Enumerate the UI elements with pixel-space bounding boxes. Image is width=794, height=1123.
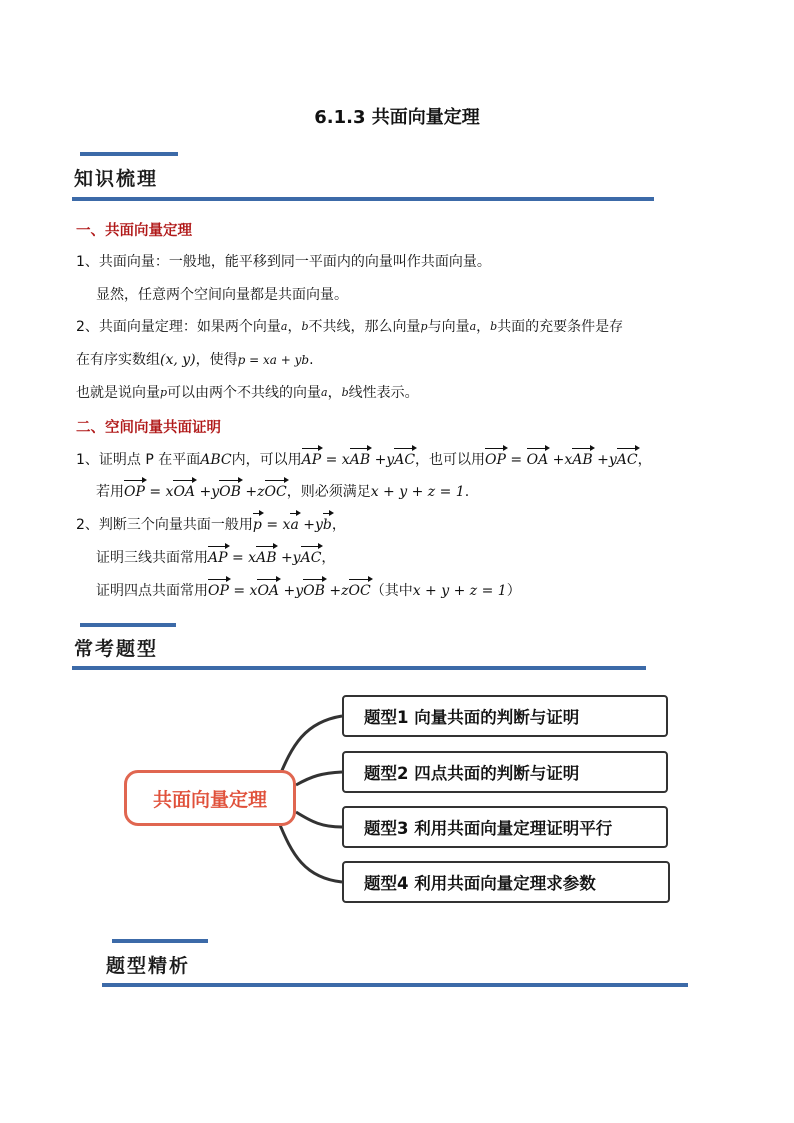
text: ，使得 — [195, 352, 238, 368]
vector-AB: AB — [349, 452, 371, 468]
plus-sign: + — [199, 484, 212, 500]
plus-sign: + — [245, 484, 258, 500]
vector-OA: OA — [173, 484, 196, 500]
math-expression: p = xa + yb — [237, 353, 310, 367]
section-knowledge-title: 知识梳理 — [74, 168, 159, 190]
text: 若用 — [96, 484, 124, 500]
vector-b: b — [322, 517, 332, 533]
vector-OB: OB — [303, 583, 325, 599]
text-line: 1、共面向量：一般地，能平移到同一平面内的向量叫作共面向量。 — [76, 254, 491, 270]
text: ， — [321, 550, 336, 566]
coef-x: x — [564, 452, 573, 468]
eq-sign: = — [510, 452, 523, 468]
coef-y: y — [292, 550, 301, 566]
text: ， — [476, 319, 491, 335]
vector-OC: OC — [264, 484, 287, 500]
plus-sign: + — [597, 452, 609, 468]
text: ， — [287, 319, 302, 335]
plus-sign: + — [329, 583, 342, 599]
vector-OB: OB — [219, 484, 241, 500]
condition: x + y + z = 1 — [370, 484, 465, 500]
coef-x: x — [248, 550, 257, 566]
plus-sign: + — [280, 550, 293, 566]
math-pair: (x, y) — [160, 352, 196, 368]
heading-coplanar-proof: 二、空间向量共面证明 — [76, 420, 221, 436]
math-plane: ABC — [200, 452, 232, 468]
vector-OA: OA — [526, 452, 549, 468]
coef-y: y — [386, 452, 395, 468]
text: ， — [637, 452, 652, 468]
text: 不共线，那么向量 — [308, 319, 421, 335]
text: 在有序实数组 — [76, 352, 160, 368]
mindmap-branch-2: 题型2 四点共面的判断与证明 — [342, 751, 668, 793]
text: 可以由两个不共线的向量 — [167, 385, 322, 401]
section-types-title: 常考题型 — [74, 638, 159, 660]
vector-AC: AC — [616, 452, 638, 468]
coef-x: x — [341, 452, 350, 468]
text: 2、共面向量定理：如果两个向量 — [76, 319, 281, 335]
vector-OA: OA — [257, 583, 280, 599]
vector-b: b — [301, 320, 309, 333]
text: ，也可以用 — [415, 452, 486, 468]
condition: x + y + z = 1 — [412, 583, 507, 599]
plus-sign: + — [552, 452, 565, 468]
vector-OP: OP — [124, 484, 145, 500]
page-title: 6.1.3 共面向量定理 — [314, 107, 480, 128]
text: （其中 — [370, 583, 413, 599]
coef-y: y — [295, 583, 304, 599]
vector-OP: OP — [485, 452, 506, 468]
text: ） — [506, 583, 521, 599]
text: 证明四点共面常用 — [96, 583, 208, 599]
plus-sign: + — [374, 452, 387, 468]
connector-2 — [296, 772, 342, 785]
vector-AC: AC — [394, 452, 416, 468]
text: . — [309, 352, 314, 368]
plus-sign: + — [283, 583, 296, 599]
coef-x: x — [165, 484, 174, 500]
coef-x: x — [282, 517, 291, 533]
text: 也就是说向量 — [76, 385, 160, 401]
vector-b: b — [341, 386, 349, 399]
section-analysis-title: 题型精析 — [106, 955, 191, 977]
vector-a: a — [280, 320, 288, 333]
vector-a: a — [469, 320, 477, 333]
text: 2、判断三个向量共面一般用 — [76, 517, 253, 533]
eq-sign: = — [233, 583, 246, 599]
text: 共面的充要条件是存 — [497, 319, 624, 335]
coef-y: y — [211, 484, 220, 500]
vector-p: p — [420, 320, 428, 333]
vector-AP: AP — [301, 452, 322, 468]
vector-a: a — [290, 517, 299, 533]
vector-AC: AC — [300, 550, 322, 566]
vector-AB: AB — [572, 452, 593, 468]
text: 线性表示。 — [348, 385, 419, 401]
coef-y: y — [314, 517, 323, 533]
heading-coplanar-theorem: 一、共面向量定理 — [76, 223, 192, 239]
text: 与向量 — [427, 319, 470, 335]
coef-x: x — [249, 583, 258, 599]
eq-sign: = — [325, 452, 338, 468]
eq-sign: = — [266, 517, 279, 533]
coef-z: z — [341, 583, 349, 599]
vector-p: p — [252, 517, 262, 533]
coef-y: y — [608, 452, 617, 468]
section-bar-bottom — [102, 983, 688, 987]
eq-sign: = — [149, 484, 162, 500]
vector-AP: AP — [208, 550, 228, 566]
vector-OC: OC — [348, 583, 371, 599]
connector-4 — [278, 820, 342, 882]
eq-sign: = — [231, 550, 244, 566]
connector-3 — [296, 812, 342, 827]
coef-z: z — [257, 484, 265, 500]
text-line: 显然，任意两个空间向量都是共面向量。 — [96, 287, 348, 303]
vector-AB: AB — [256, 550, 277, 566]
mindmap-branch-1: 题型1 向量共面的判断与证明 — [342, 695, 668, 737]
mindmap-center-node: 共面向量定理 — [124, 770, 296, 826]
text: 1、证明点 P 在平面 — [76, 452, 201, 468]
mindmap-branch-3: 题型3 利用共面向量定理证明平行 — [342, 806, 668, 848]
vector-p: p — [160, 386, 168, 399]
text: 内，可以用 — [231, 452, 302, 468]
text: ，则必须满足 — [286, 484, 371, 500]
vector-b: b — [490, 320, 498, 333]
mindmap-branch-4: 题型4 利用共面向量定理求参数 — [342, 861, 670, 903]
plus-sign: + — [303, 517, 315, 533]
vector-a: a — [321, 386, 328, 399]
section-bar-top — [112, 939, 208, 943]
text: 证明三线共面常用 — [96, 550, 208, 566]
text: . — [464, 484, 470, 500]
text: ， — [327, 385, 342, 401]
text: ， — [331, 517, 346, 533]
vector-OP: OP — [208, 583, 229, 599]
